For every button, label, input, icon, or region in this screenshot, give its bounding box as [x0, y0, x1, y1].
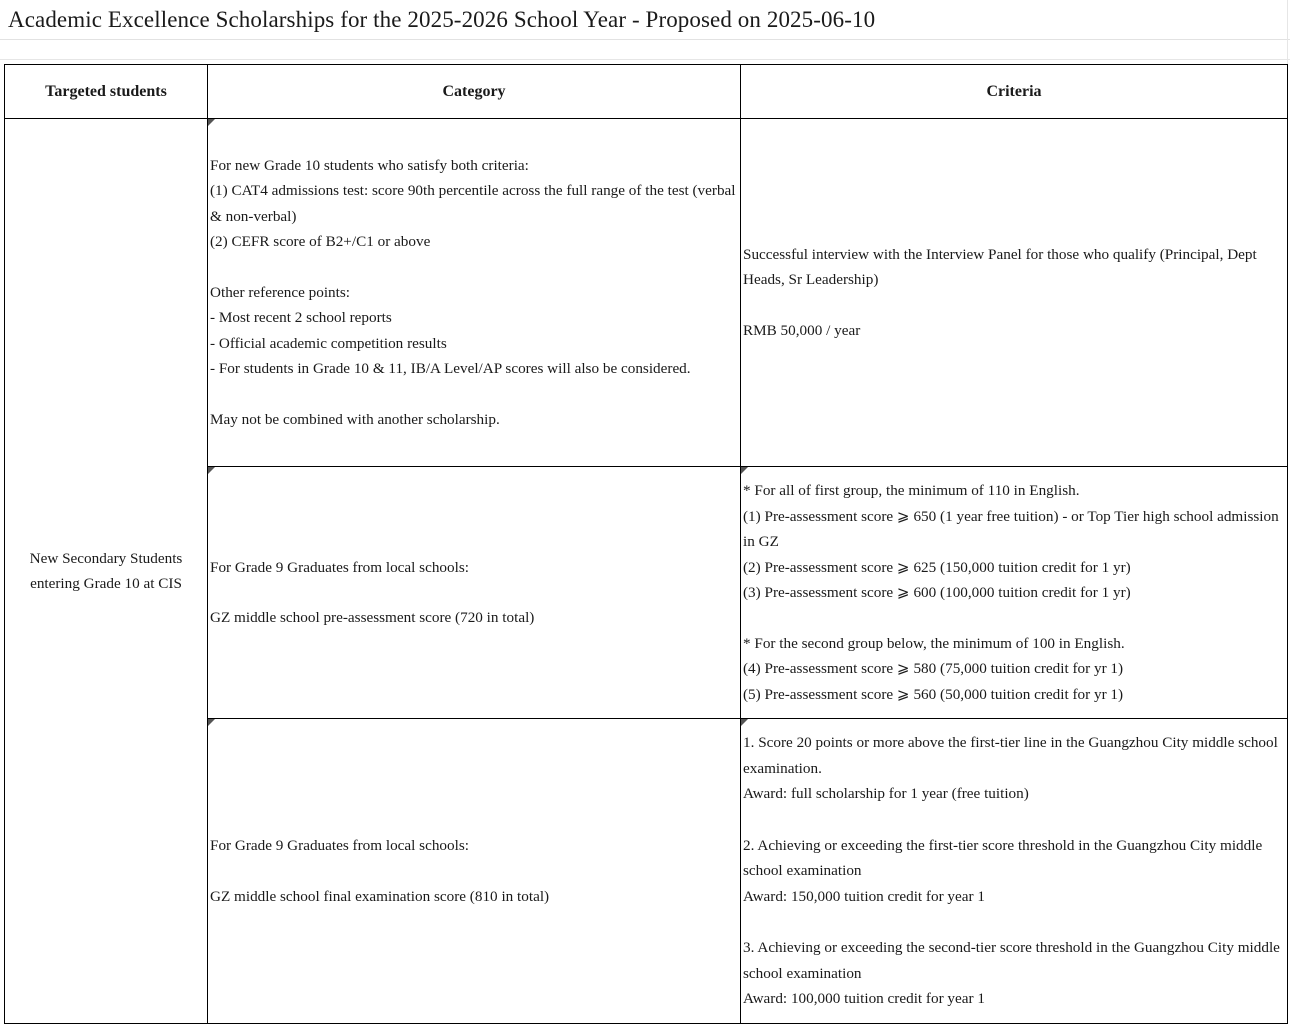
criteria-line: Successful interview with the Interview Panel for those who qualify (Principal, Dept Heads, Sr Leadership): [743, 245, 1261, 289]
spacer: [743, 606, 1285, 631]
criteria-line: 2. Achieving or exceeding the first-tier score threshold in the Guangzhou City middle school examination: [743, 836, 1266, 880]
criteria-line: (1) Pre-assessment score ⩾ 650 (1 year free tuition) - or Top Tier high school admission in GZ: [743, 507, 1283, 550]
criteria-cell[interactable]: [741, 719, 1288, 1024]
criteria-line: (3) Pre-assessment score ⩾ 600 (100,000 tuition credit for 1 yr): [743, 584, 1131, 601]
table-row: [5, 119, 1288, 467]
category-line: (2) CEFR score of B2+/C1 or above: [210, 233, 431, 251]
category-cell[interactable]: [208, 119, 741, 467]
gridline: [1287, 0, 1288, 64]
category-line: (1) CAT4 admissions test: score 90th percentile across the full range of the test (verbal & non-verbal): [210, 182, 740, 225]
category-cell[interactable]: [208, 467, 741, 719]
criteria-line: * For the second group below, the minimum of 100 in English.: [743, 634, 1125, 652]
criteria-line: (4) Pre-assessment score ⩾ 580 (75,000 tuition credit for yr 1): [743, 660, 1124, 677]
header-category[interactable]: Category: [208, 65, 741, 119]
scholarship-table: [4, 64, 1288, 1024]
category-line: - Most recent 2 school reports: [210, 309, 392, 327]
cell-comment-marker: [208, 467, 215, 474]
category-line: Other reference points:: [210, 283, 350, 301]
category-line: GZ middle school final examination score (810 in total): [210, 887, 550, 905]
category-cell[interactable]: [208, 719, 741, 1024]
criteria-line: 1. Score 20 points or more above the first-tier line in the Guangzhou City middle school examination.: [743, 734, 1282, 777]
category-line: - Official academic competition results: [210, 334, 447, 352]
cell-comment-marker: [208, 719, 215, 726]
criteria-line: RMB 50,000 / year: [743, 321, 861, 339]
category-line: For Grade 9 Graduates from local schools:: [210, 837, 469, 854]
category-line: May not be combined with another scholarship.: [210, 410, 500, 428]
spacer: [743, 807, 1285, 833]
target-line-1: New Secondary Students: [29, 549, 183, 567]
cell-comment-marker: [741, 467, 748, 474]
sheet-title[interactable]: Academic Excellence Scholarships for the 2025-2026 School Year - Proposed on 2025-06-10: [8, 7, 876, 32]
targeted-students-cell[interactable]: [5, 119, 208, 1024]
cell-comment-marker: [208, 119, 215, 126]
spacer: [210, 859, 738, 884]
category-line: GZ middle school pre-assessment score (720 in total): [210, 609, 535, 626]
criteria-cell[interactable]: [741, 467, 1288, 719]
header-criteria[interactable]: Criteria: [741, 65, 1288, 119]
header-row: [5, 65, 1288, 119]
spacer: [210, 580, 738, 605]
target-line-2: entering Grade 10 at CIS: [30, 575, 182, 592]
spacer: [743, 293, 1285, 318]
cell-comment-marker: [741, 719, 748, 726]
header-targeted-students[interactable]: Targeted students: [5, 65, 208, 119]
category-line: - For students in Grade 10 & 11, IB/A Level/AP scores will also be considered.: [210, 360, 691, 378]
criteria-line: (2) Pre-assessment score ⩾ 625 (150,000 tuition credit for 1 yr): [743, 558, 1131, 576]
title-bar: [0, 0, 1290, 40]
spacer: [210, 382, 738, 407]
gridline: [0, 59, 1290, 60]
spacer: [210, 255, 738, 280]
criteria-line: (5) Pre-assessment score ⩾ 560 (50,000 tuition credit for yr 1): [743, 685, 1124, 703]
criteria-line: Award: 150,000 tuition credit for year 1: [743, 887, 985, 905]
category-line: For new Grade 10 students who satisfy both criteria:: [210, 156, 529, 174]
criteria-line: Award: 100,000 tuition credit for year 1: [743, 990, 985, 1008]
criteria-line: 3. Achieving or exceeding the second-tier score threshold in the Guangzhou City middle school examination: [743, 939, 1284, 982]
criteria-line: Award: full scholarship for 1 year (free tuition): [743, 785, 1029, 803]
category-line: For Grade 9 Graduates from local schools:: [210, 558, 469, 576]
criteria-cell[interactable]: [741, 119, 1288, 467]
spacer: [743, 909, 1285, 935]
criteria-line: * For all of first group, the minimum of 110 in English.: [743, 482, 1080, 499]
